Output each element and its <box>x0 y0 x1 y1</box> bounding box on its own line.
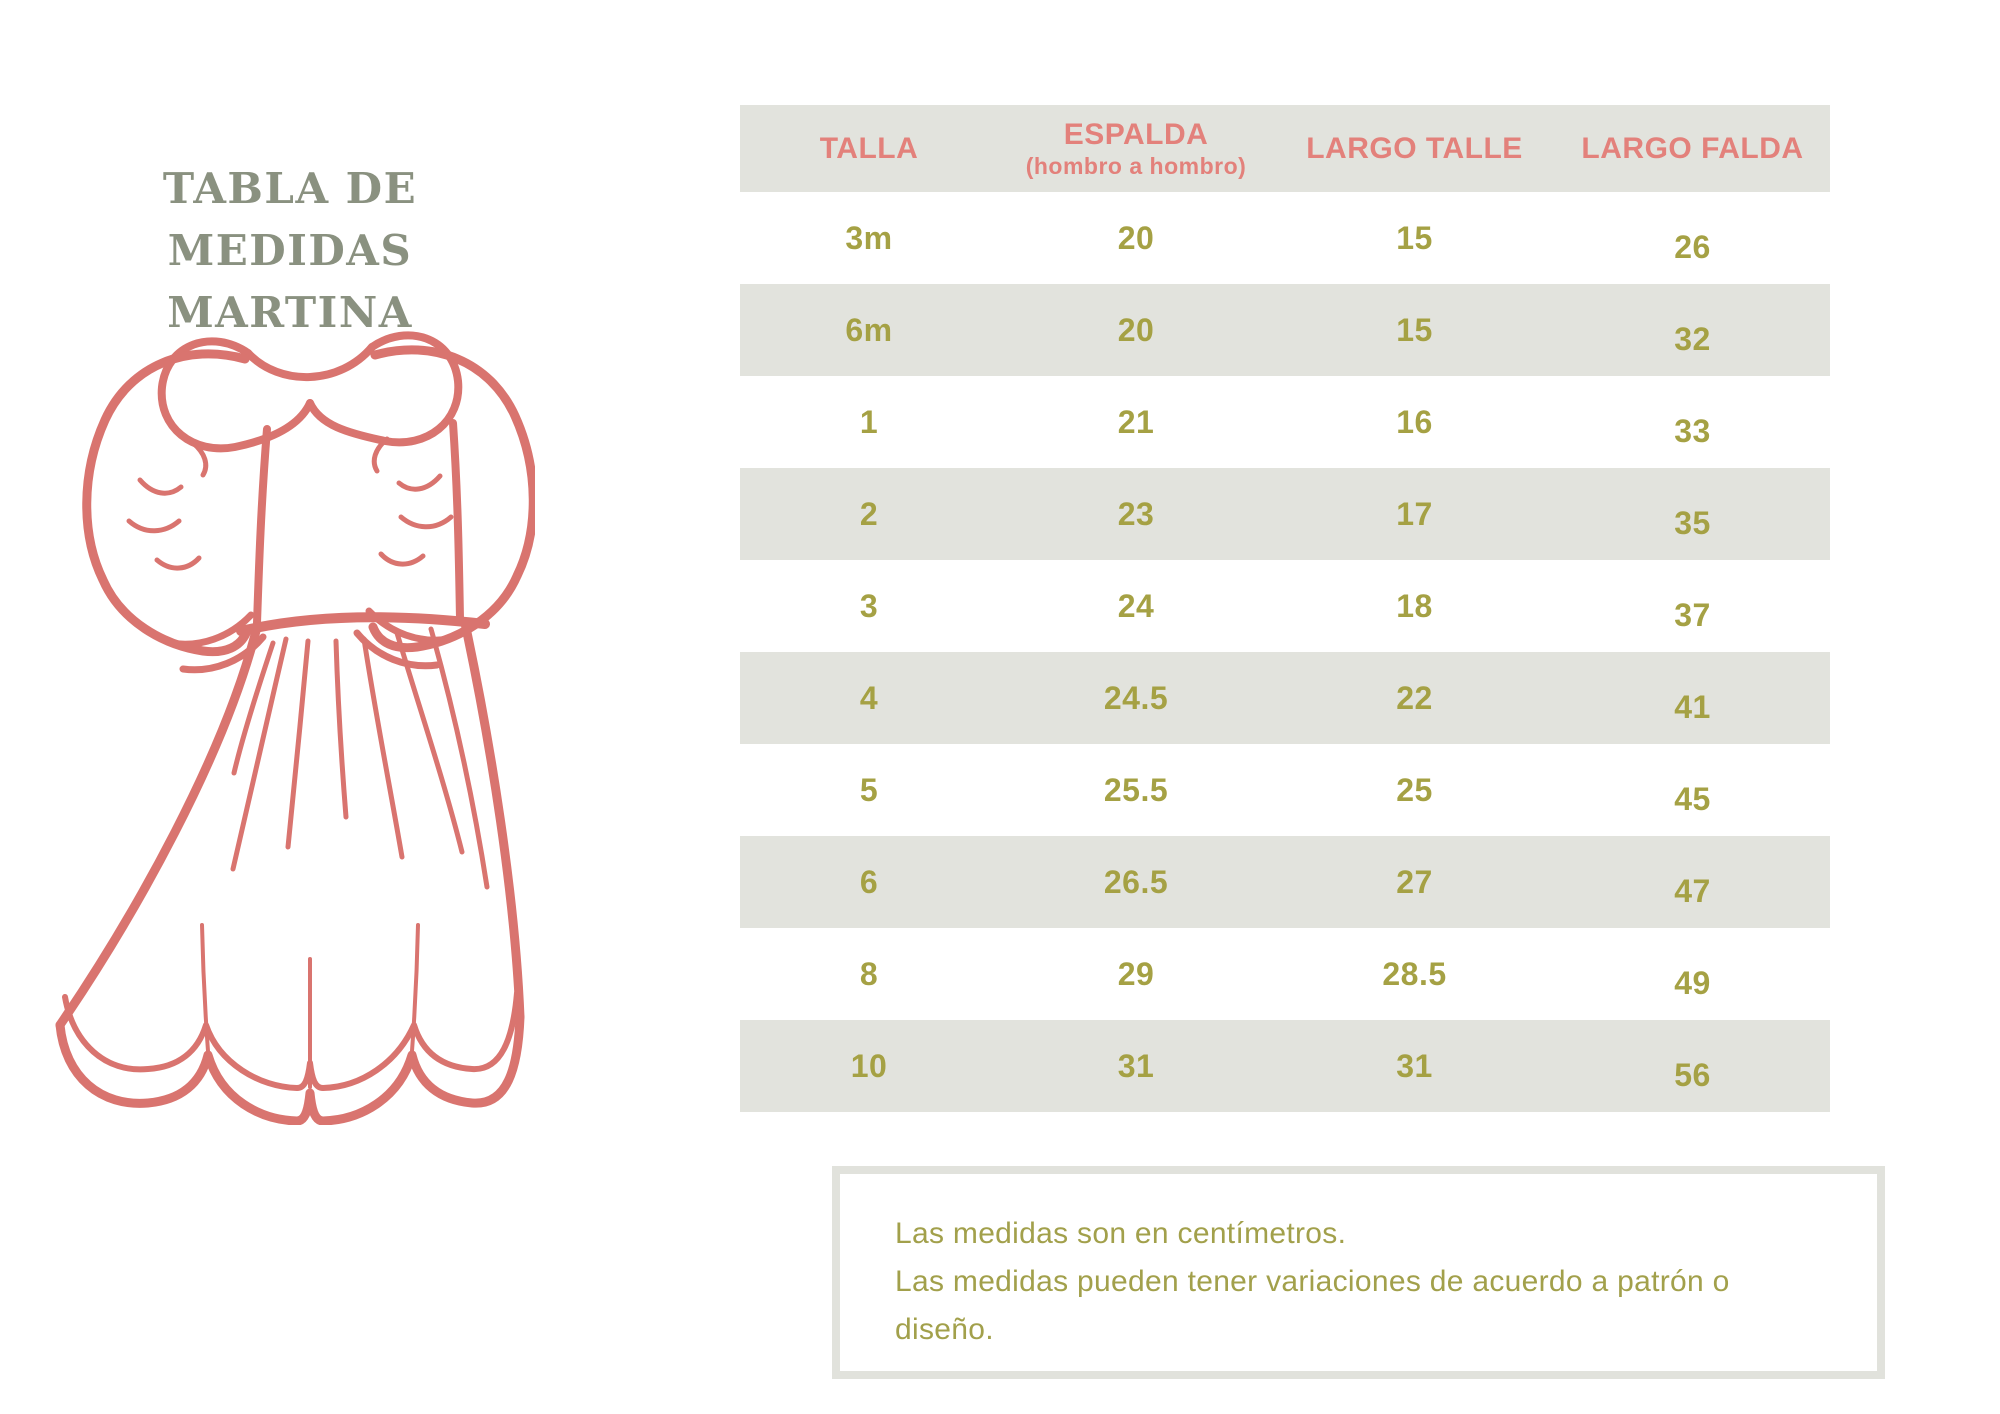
table-row <box>740 1020 1830 1112</box>
table-cell-talla: 3 <box>859 587 879 624</box>
table-cell-talla: 5 <box>859 771 879 808</box>
table-row <box>740 836 1830 928</box>
column-header-label: TALLA <box>819 131 919 165</box>
table-cell-largo_falda: 47 <box>1674 872 1711 909</box>
table-row <box>740 744 1830 836</box>
note-line: Las medidas pueden tener variaciones de acuerdo a patrón o <box>895 1265 1730 1298</box>
table-row <box>740 928 1830 1020</box>
table-cell-espalda: 20 <box>1117 219 1155 256</box>
table-cell-largo_falda: 26 <box>1674 228 1711 265</box>
note-line: diseño. <box>895 1313 994 1346</box>
table-cell-espalda: 25.5 <box>1103 771 1169 808</box>
table-cell-largo_falda: 33 <box>1674 412 1711 449</box>
table-cell-largo_falda: 32 <box>1674 320 1711 357</box>
table-cell-talla: 1 <box>859 403 879 440</box>
note-line: Las medidas son en centímetros. <box>895 1217 1347 1250</box>
size-table-header <box>740 105 1830 192</box>
table-cell-largo_talle: 22 <box>1396 679 1433 716</box>
table-cell-espalda: 29 <box>1117 955 1155 992</box>
table-row <box>740 468 1830 560</box>
measurement-note-box <box>832 1166 1885 1379</box>
table-cell-largo_falda: 35 <box>1674 504 1711 541</box>
table-cell-espalda: 31 <box>1117 1047 1155 1084</box>
dress-illustration <box>45 325 535 1125</box>
dress-icon <box>45 325 535 1125</box>
table-cell-espalda: 26.5 <box>1103 863 1169 900</box>
table-cell-talla: 4 <box>859 679 879 716</box>
table-cell-largo_talle: 31 <box>1396 1047 1433 1084</box>
table-row <box>740 560 1830 652</box>
table-cell-largo_talle: 25 <box>1396 771 1433 808</box>
table-row <box>740 192 1830 284</box>
column-header-label: LARGO TALLE <box>1306 131 1523 165</box>
column-header-espalda <box>998 119 1274 178</box>
table-cell-talla: 8 <box>859 955 879 992</box>
table-cell-largo_falda: 56 <box>1674 1056 1711 1093</box>
column-header-largo-falda <box>1555 133 1830 165</box>
column-header-talla <box>740 133 998 165</box>
table-cell-espalda: 21 <box>1117 403 1155 440</box>
table-cell-talla: 6 <box>859 863 879 900</box>
column-header-label: ESPALDA <box>1063 118 1209 152</box>
table-cell-largo_talle: 17 <box>1396 495 1433 532</box>
table-cell-espalda: 23 <box>1117 495 1155 532</box>
table-cell-largo_falda: 41 <box>1674 688 1711 725</box>
table-cell-talla: 3m <box>845 219 893 256</box>
table-cell-largo_falda: 37 <box>1674 596 1711 633</box>
page-title-line1: TABLA DE MEDIDAS <box>162 164 418 275</box>
table-cell-talla: 6m <box>845 311 893 348</box>
table-cell-talla: 2 <box>859 495 879 532</box>
table-cell-largo_talle: 15 <box>1396 311 1433 348</box>
page-title-line2: MARTINA <box>167 288 413 337</box>
table-row <box>740 376 1830 468</box>
table-cell-talla: 10 <box>850 1047 888 1084</box>
table-row <box>740 284 1830 376</box>
table-cell-largo_falda: 45 <box>1674 780 1711 817</box>
column-header-sublabel: (hombro a hombro) <box>1025 152 1247 179</box>
table-cell-espalda: 24.5 <box>1103 679 1169 716</box>
table-cell-largo_talle: 28.5 <box>1382 955 1447 992</box>
size-table-rows <box>740 192 1830 1112</box>
size-table <box>740 105 1830 1112</box>
column-header-label: LARGO FALDA <box>1581 131 1804 165</box>
column-header-largo-talle <box>1274 133 1555 165</box>
table-cell-largo_talle: 27 <box>1396 863 1433 900</box>
table-cell-largo_talle: 18 <box>1396 587 1433 624</box>
table-cell-espalda: 24 <box>1117 587 1155 624</box>
table-cell-espalda: 20 <box>1117 311 1155 348</box>
table-cell-largo_talle: 15 <box>1396 219 1433 256</box>
table-cell-largo_falda: 49 <box>1674 964 1711 1001</box>
table-row <box>740 652 1830 744</box>
table-cell-largo_talle: 16 <box>1396 403 1433 440</box>
page-title <box>35 158 545 344</box>
